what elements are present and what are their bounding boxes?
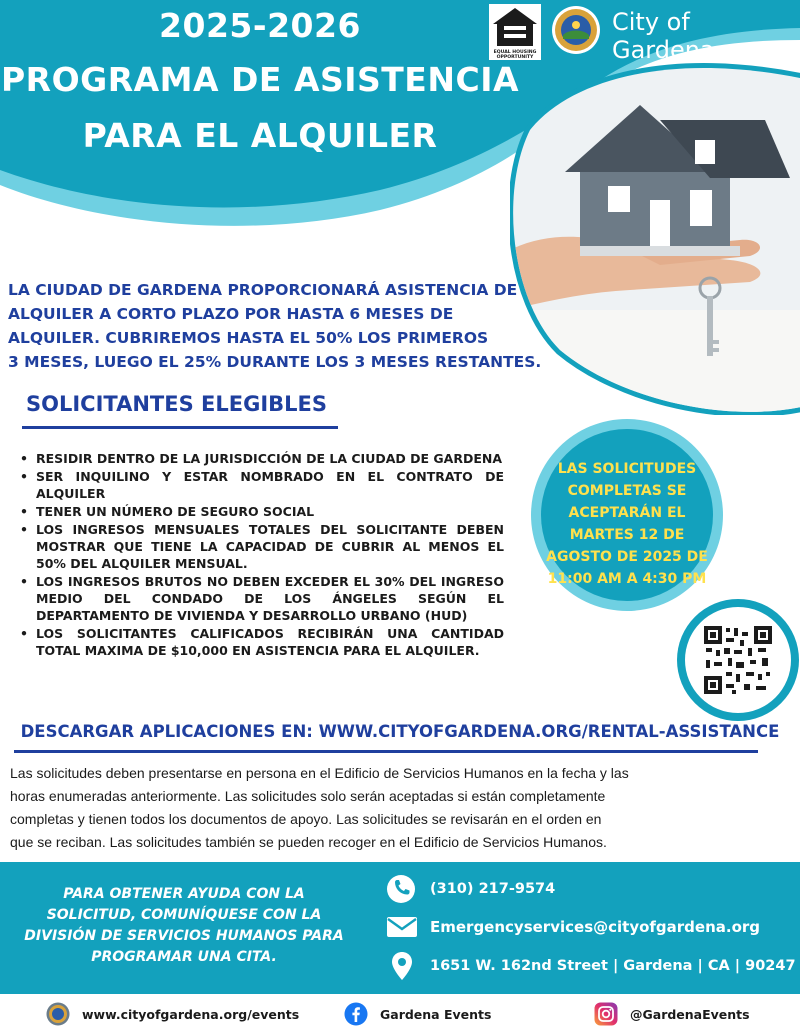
eligibility-item-text: LOS SOLICITANTES CALIFICADOS RECIBIRÁN UNA CANTIDAD TOTAL MAXIMA DE $10,000 EN ASISTENCIA PARA EL ALQUILER.: [36, 626, 504, 658]
envelope-icon: [386, 912, 418, 942]
download-link[interactable]: DESCARGAR APLICACIONES EN: WWW.CITYOFGARDENA.ORG/RENTAL-ASSISTANCE: [20, 722, 780, 741]
qr-code[interactable]: [676, 598, 800, 722]
instructions-line: horas enumeradas anteriormente. Las solicitudes solo serán aceptadas si están completamente: [10, 788, 606, 804]
eligibility-divider: [22, 426, 338, 429]
contact-phone[interactable]: [386, 874, 555, 904]
website-link[interactable]: [46, 1002, 299, 1026]
instagram-icon: [594, 1002, 618, 1026]
program-description: [8, 278, 542, 374]
instagram-link[interactable]: [594, 1002, 750, 1026]
eligibility-heading: SOLICITANTES ELEGIBLES: [26, 392, 328, 416]
eligibility-item: • TENER UN NÚMERO DE SEGURO SOCIAL: [20, 504, 315, 519]
help-line: DIVISIÓN DE SERVICIOS HUMANOS PARA: [24, 928, 344, 944]
eligibility-item-text: LOS INGRESOS BRUTOS NO DEBEN EXCEDER EL 30% DEL INGRESO MEDIO DEL CONDADO DE LOS ÁNGELES SEGÚN EL DEPARTAMENTO DE VIVIENDA Y DESARROLLO URBANO (HUD): [36, 574, 504, 623]
eligibility-item: • RESIDIR DENTRO DE LA JURISDICCIÓN DE LA CIUDAD DE GARDENA: [20, 451, 503, 466]
contact-address[interactable]: [386, 951, 796, 981]
instructions-line: Las solicitudes deben presentarse en persona en el Edificio de Servicios Humanos en la fecha y las: [10, 765, 629, 781]
phone-icon: [386, 874, 418, 904]
eligibility-item: • LOS SOLICITANTES CALIFICADOS RECIBIRÁN UNA CANTIDAD TOTAL MAXIMA DE $10,000 EN ASISTENCIA PARA EL ALQUILER.: [20, 626, 504, 658]
map-pin-icon: [386, 951, 418, 981]
program-description-line: LA CIUDAD DE GARDENA PROPORCIONARÁ ASISTENCIA DE: [8, 281, 518, 299]
program-description-line: ALQUILER A CORTO PLAZO POR HASTA 6 MESES DE: [8, 305, 454, 323]
help-line: SOLICITUD, COMUNÍQUESE CON LA: [46, 907, 322, 923]
help-message: [6, 884, 362, 968]
application-date-line: 11:00 AM A 4:30 PM: [547, 571, 707, 587]
website-url: www.cityofgardena.org/events: [82, 1006, 300, 1022]
house-in-hand-photo: [510, 60, 800, 415]
contact-email[interactable]: [386, 912, 760, 942]
application-date-line: AGOSTO DE 2025 DE: [546, 549, 708, 565]
facebook-icon: [344, 1002, 368, 1026]
phone-number: (310) 217-9574: [430, 881, 556, 897]
svg-text:EQUAL HOUSING: EQUAL HOUSING: [493, 50, 537, 55]
application-date-line: MARTES 12 DE: [569, 527, 685, 543]
instagram-handle: @GardenaEvents: [630, 1006, 750, 1022]
street-address: 1651 W. 162nd Street | Gardena | CA | 90247: [430, 958, 796, 974]
download-divider: [14, 750, 758, 753]
application-date-line: COMPLETAS SE: [567, 483, 687, 499]
program-title-line-2: PARA EL ALQUILER: [82, 116, 438, 155]
city-seal-icon: [551, 5, 601, 55]
application-date-text: [536, 458, 718, 590]
eligibility-item: • SER INQUILINO Y ESTAR NOMBRADO EN EL CONTRATO DE ALQUILER: [20, 469, 504, 501]
eligibility-item: • LOS INGRESOS BRUTOS NO DEBEN EXCEDER EL 30% DEL INGRESO MEDIO DEL CONDADO DE LOS ÁNGELES SEGÚN EL DEPARTAMENTO DE VIVIENDA Y DESARROLLO URBANO (HUD): [20, 574, 504, 623]
instructions-line: completas y tienen todos los documentos de apoyo. Las solicitudes se revisarán en el orden en: [10, 811, 602, 827]
equal-housing-logo: [489, 4, 541, 60]
eligibility-item-text: RESIDIR DENTRO DE LA JURISDICCIÓN DE LA CIUDAD DE GARDENA: [36, 451, 503, 466]
eligibility-item-text: SER INQUILINO Y ESTAR NOMBRADO EN EL CONTRATO DE ALQUILER: [36, 469, 504, 501]
svg-text:OPPORTUNITY: OPPORTUNITY: [496, 55, 534, 60]
help-line: PARA OBTENER AYUDA CON LA: [63, 886, 305, 902]
email-address: Emergencyservices@cityofgardena.org: [430, 918, 761, 936]
program-title-line-1: PROGRAMA DE ASISTENCIA: [0, 60, 520, 99]
instructions-line: que se reciban. Las solicitudes también se pueden recoger en el Edificio de Servicios Humanos.: [10, 834, 607, 850]
application-date-line: ACEPTARÁN EL: [568, 505, 686, 521]
facebook-handle: Gardena Events: [380, 1006, 492, 1022]
facebook-link[interactable]: [344, 1002, 491, 1026]
eligibility-item: • LOS INGRESOS MENSUALES TOTALES DEL SOLICITANTE DEBEN MOSTRAR QUE TIENE LA CAPACIDAD DE CUBRIR AL MENOS EL 50% DEL ALQUILER MENSUAL.: [20, 522, 504, 571]
city-name: City of Gardena: [612, 8, 715, 64]
program-description-line: 3 MESES, LUEGO EL 25% DURANTE LOS 3 MESES RESTANTES.: [8, 353, 542, 371]
program-description-line: ALQUILER. CUBRIREMOS HASTA EL 50% LOS PRIMEROS: [8, 329, 489, 347]
eligibility-item-text: LOS INGRESOS MENSUALES TOTALES DEL SOLICITANTE DEBEN MOSTRAR QUE TIENE LA CAPACIDAD DE CUBRIR AL MENOS EL 50% DEL ALQUILER MENSUAL.: [36, 522, 504, 571]
application-date-line: LAS SOLICITUDES: [557, 461, 697, 477]
city-seal-icon: [46, 1002, 70, 1026]
eligibility-list: [18, 450, 504, 660]
help-line: PROGRAMAR UNA CITA.: [91, 949, 277, 965]
eligibility-item-text: TENER UN NÚMERO DE SEGURO SOCIAL: [36, 504, 315, 519]
program-year: 2025-2026: [159, 6, 361, 45]
submission-instructions: [10, 762, 792, 854]
